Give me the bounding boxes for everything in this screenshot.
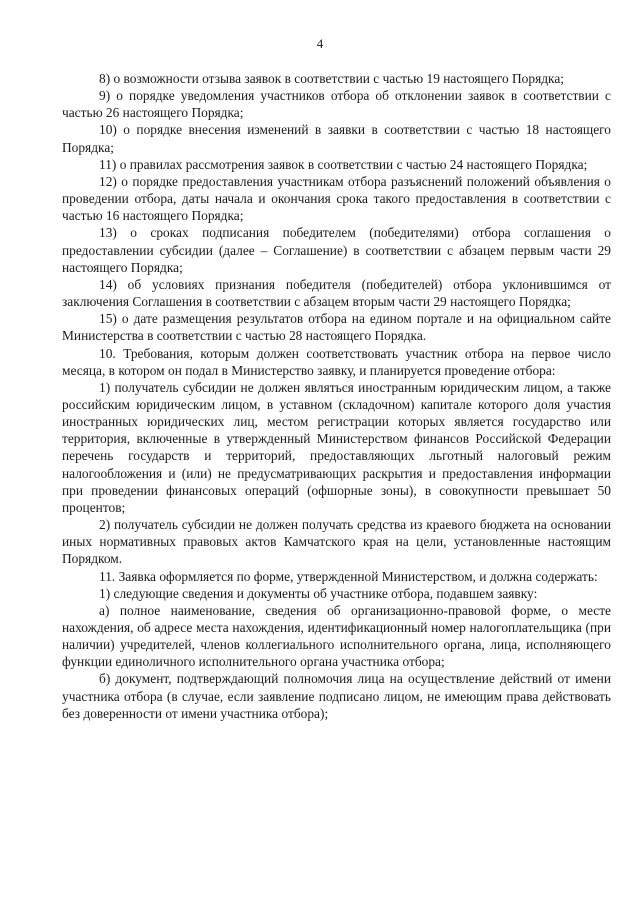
paragraph-application-1: 1) следующие сведения и документы об участнике отбора, подавшем заявку: (99, 585, 538, 601)
paragraph-item-13: 13) о сроках подписания победителем (победителями) отбора соглашения о предоставлении субсидии (далее – Соглашение) в соответствии с абзацем первым части 29 настоящего Порядка; (62, 225, 611, 275)
paragraph-section-11: 11. Заявка оформляется по форме, утвержденной Министерством, и должна содержать: (99, 568, 598, 584)
paragraph-requirement-2: 2) получатель субсидии не должен получать средства из краевого бюджета на основании иных нормативных правовых актов Камчатского края на цели, установленные настоящим Порядком. (62, 517, 611, 567)
page-number: 4 (316, 36, 324, 51)
paragraph-item-15: 15) о дате размещения результатов отбора на едином портале и на официальном сайте Министерства в соответствии с частью 28 настоящего Порядка. (62, 311, 611, 344)
paragraph-item-12: 12) о порядке предоставления участникам отбора разъяснений положений объявления о проведении отбора, даты начала и окончания срока такого предоставления в соответствии с частью 16 настоящего Порядка; (62, 173, 611, 224)
paragraph-item-10: 10) о порядке внесения изменений в заявки в соответствии с частью 18 настоящего Порядка; (62, 122, 611, 155)
paragraph-application-b: б) документ, подтверждающий полномочия лица на осуществление действий от имени участника отбора (в случае, если заявление подписано лицом, не имеющим права действовать без доверенности от имени участника отбора); (62, 671, 611, 721)
paragraph-requirement-1: 1) получатель субсидии не должен являться иностранным юридическим лицом, а также российским юридическим лицом, в уставном (складочном) капитале которого доля участия иностранных юридических лиц, местом регистрации которых является государство или территория, включенные в утвержденный Министерством финансов Российской Федерации перечень государств и территорий, предоставляющих льготный налоговый режим налогообложения и (или) не предусматривающих раскрытия и предоставления информации при проведении финансовых операций (офшорные зоны), в совокупности превышает 50 процентов; (62, 379, 611, 515)
paragraph-item-9: 9) о порядке уведомления участников отбора об отклонении заявок в соответствии с частью 26 настоящего Порядка; (62, 88, 611, 121)
paragraph-section-10: 10. Требования, которым должен соответствовать участник отбора на первое число месяца, в котором он подал в Министерство заявку, и планируется проведение отбора: (62, 345, 611, 378)
paragraph-item-8: 8) о возможности отзыва заявок в соответствии с частью 19 настоящего Порядка; (99, 71, 565, 86)
paragraph-application-a: а) полное наименование, сведения об организационно-правовой форме, о месте нахождения, об адресе места нахождения, идентификационный номер налогоплательщика (при наличии) учредителей, членов коллегиального исполнительного органа, лица, исполняющего функции единоличного исполнительного органа участника отбора; (62, 602, 611, 670)
paragraph-item-11: 11) о правилах рассмотрения заявок в соответствии с частью 24 настоящего Порядка; (99, 156, 588, 172)
paragraph-item-14: 14) об условиях признания победителя (победителей) отбора уклонившимся от заключения Соглашения в соответствии с абзацем вторым части 29 настоящего Порядка; (62, 276, 611, 310)
document-body (62, 70, 611, 722)
